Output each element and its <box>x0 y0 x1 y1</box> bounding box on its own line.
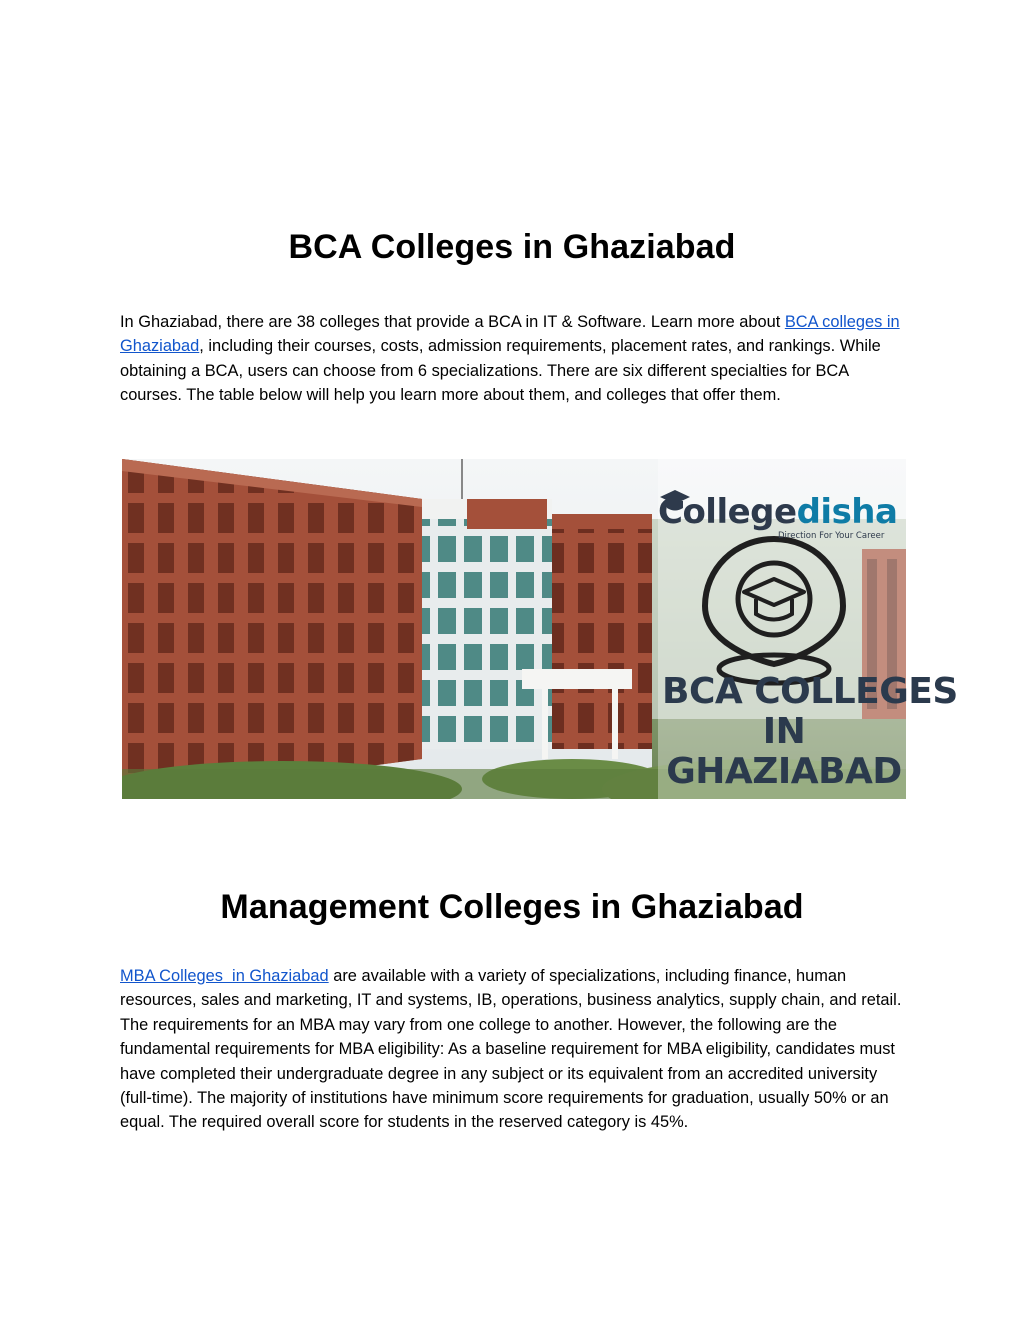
bca-intro-paragraph <box>120 310 910 408</box>
brand-name-accent: disha <box>796 492 898 532</box>
page-title: BCA Colleges in Ghaziabad <box>288 228 736 266</box>
brand-tagline: Direction For Your Career <box>778 531 885 541</box>
bca-colleges-link[interactable]: BCA colleges in Ghaziabad <box>120 313 900 356</box>
brand-name <box>658 492 897 532</box>
paragraph-text: In Ghaziabad, there are 38 colleges that provide a BCA in IT & Software. Learn more about <box>120 313 785 331</box>
brand-name-start: College <box>658 492 797 532</box>
paragraph-text: are available with a variety of specializations, including finance, human resources, sales and marketing, IT and systems, IB, operations, business analytics, supply chain, and retail. The requirements for an MBA may vary from one college to another. However, the following are the fundamental requirements for MBA eligibility: As a baseline requirement for MBA eligibility, candidates must have completed their undergraduate degree in any subject or its equivalent from an accredited university (full-time). The majority of institutions have minimum score requirements for graduation, usually 50% or an equal. The required overall score for students in the reserved category is 45%. <box>120 967 902 1132</box>
paragraph-text: , including their courses, costs, admission requirements, placement rates, and rankings. While obtaining a BCA, users can choose from 6 specializations. There are six different specialties for BCA courses. The table below will help you learn more about them, and colleges that offer them. <box>120 337 881 405</box>
banner-title-line: GHAZIABAD <box>666 751 902 792</box>
banner-title-line: IN <box>762 711 806 752</box>
banner-title <box>662 671 958 792</box>
mba-colleges-link[interactable]: MBA Colleges in Ghaziabad <box>120 967 329 985</box>
brand-logo <box>658 492 906 552</box>
section-heading: Management Colleges in Ghaziabad <box>220 888 804 926</box>
mba-paragraph <box>120 964 910 1135</box>
banner-title-line: BCA COLLEGES <box>662 671 958 712</box>
